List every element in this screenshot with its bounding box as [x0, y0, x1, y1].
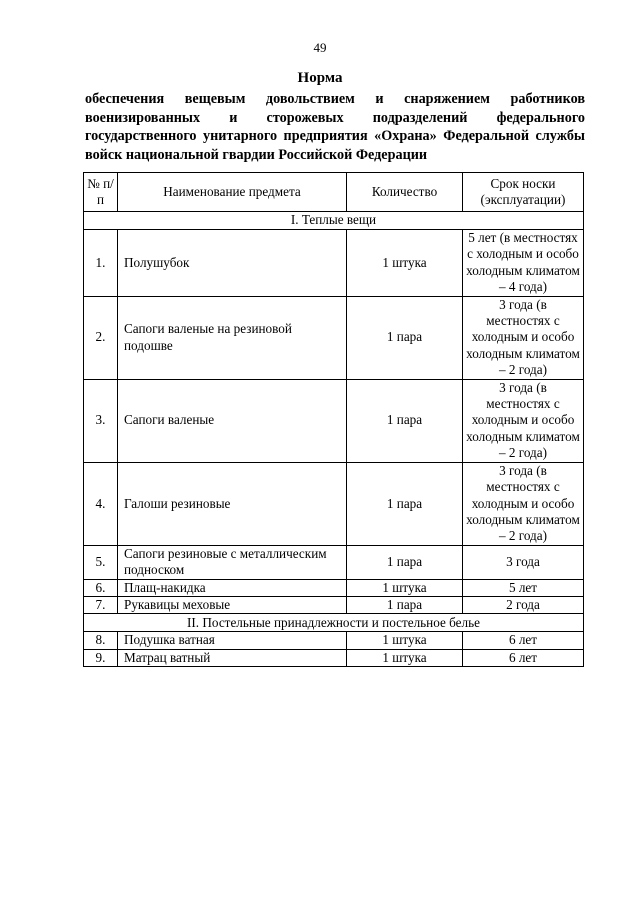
row-num: 2. — [84, 296, 118, 379]
table-row — [84, 296, 584, 379]
section-title: I. Теплые вещи — [84, 212, 584, 230]
row-term: 6 лет — [463, 632, 584, 649]
row-name: Галоши резиновые — [118, 462, 347, 545]
row-num: 3. — [84, 379, 118, 462]
row-term: 3 года — [463, 545, 584, 579]
norm-table — [83, 172, 584, 667]
document-subtitle: обеспечения вещевым довольствием и снаряжением работников военизированных и сторожевых подразделений федерального государственного унитарного предприятия «Охрана» Федеральной службы войск национальной гвардии Российской Федерации — [85, 91, 585, 163]
row-name: Матрац ватный — [118, 649, 347, 666]
row-num: 4. — [84, 462, 118, 545]
row-qty: 1 штука — [347, 632, 463, 649]
row-term: 6 лет — [463, 649, 584, 666]
header-name: Наименование предмета — [118, 173, 347, 212]
document-title: Норма — [297, 70, 343, 86]
row-term: 3 года (в местностях с холодным и особо холодным климатом – 2 года) — [463, 462, 584, 545]
section-title: II. Постельные принадлежности и постельное белье — [84, 614, 584, 632]
table-row — [84, 579, 584, 596]
row-qty: 1 штука — [347, 579, 463, 596]
row-num: 7. — [84, 596, 118, 613]
row-term: 2 года — [463, 596, 584, 613]
row-term: 5 лет — [463, 579, 584, 596]
row-qty: 1 пара — [347, 296, 463, 379]
row-qty: 1 штука — [347, 649, 463, 666]
row-term: 3 года (в местностях с холодным и особо холодным климатом – 2 года) — [463, 296, 584, 379]
row-num: 9. — [84, 649, 118, 666]
row-num: 6. — [84, 579, 118, 596]
section-row — [84, 614, 584, 632]
header-num: № п/п — [84, 173, 118, 212]
page-number: 49 — [313, 40, 327, 55]
row-qty: 1 пара — [347, 462, 463, 545]
row-name: Сапоги валеные на резиновой подошве — [118, 296, 347, 379]
table-row — [84, 596, 584, 613]
row-qty: 1 пара — [347, 596, 463, 613]
row-num: 5. — [84, 545, 118, 579]
row-qty: 1 пара — [347, 545, 463, 579]
row-name: Плащ-накидка — [118, 579, 347, 596]
table-row — [84, 632, 584, 649]
section-row — [84, 212, 584, 230]
table-header — [84, 173, 584, 212]
table-row — [84, 649, 584, 666]
row-qty: 1 штука — [347, 230, 463, 297]
table-row — [84, 545, 584, 579]
table-row — [84, 230, 584, 297]
header-term: Срок носки (эксплуатации) — [463, 173, 584, 212]
table-row — [84, 462, 584, 545]
row-term: 3 года (в местностях с холодным и особо холодным климатом – 2 года) — [463, 379, 584, 462]
row-name: Сапоги резиновые с металлическим подноском — [118, 545, 347, 579]
row-term: 5 лет (в местностях с холодным и особо холодным климатом – 4 года) — [463, 230, 584, 297]
row-num: 1. — [84, 230, 118, 297]
row-name: Полушубок — [118, 230, 347, 297]
row-name: Рукавицы меховые — [118, 596, 347, 613]
header-qty: Количество — [347, 173, 463, 212]
row-num: 8. — [84, 632, 118, 649]
table-row — [84, 379, 584, 462]
row-name: Подушка ватная — [118, 632, 347, 649]
row-name: Сапоги валеные — [118, 379, 347, 462]
row-qty: 1 пара — [347, 379, 463, 462]
